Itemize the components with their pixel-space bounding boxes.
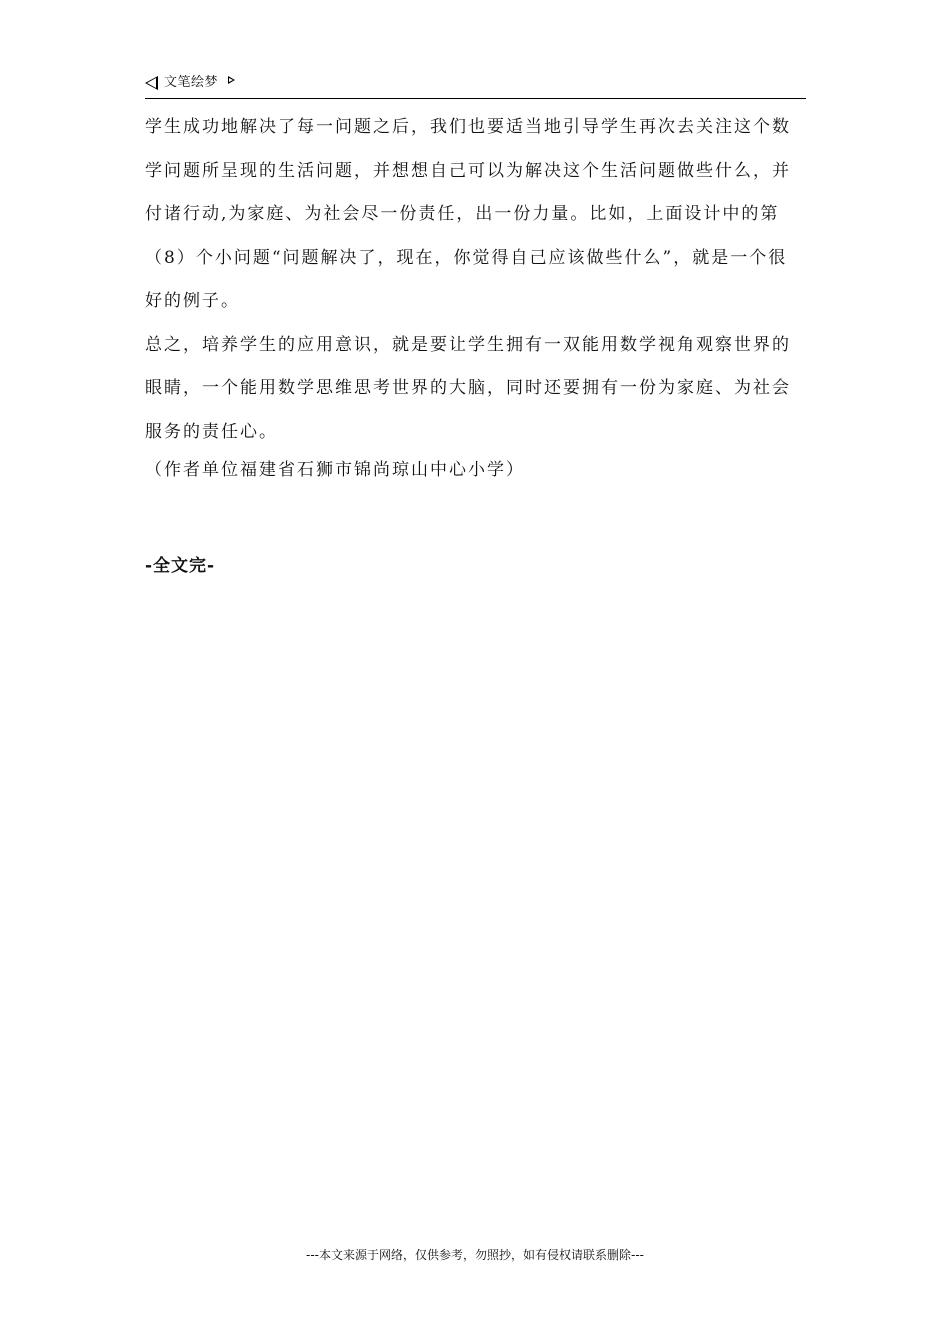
text-line: 学问题所呈现的生活问题，并想想自己可以为解决这个生活问题做些什么，并	[145, 160, 791, 181]
text-line: 总之，培养学生的应用意识，就是要让学生拥有一双能用数学视角观察世界的	[145, 334, 791, 355]
triangle-left-icon	[145, 76, 158, 90]
article-body	[145, 112, 807, 498]
end-of-article-mark: -全文完-	[145, 556, 216, 576]
text-line: 眼睛，一个能用数学思维思考世界的大脑，同时还要拥有一份为家庭、为社会	[145, 378, 791, 398]
page-header	[145, 74, 806, 99]
text-line: （作者单位福建省石狮市锦尚琼山中心小学）	[145, 459, 525, 480]
text-line: 服务的责任心。	[145, 421, 278, 442]
triangle-right-icon	[228, 76, 235, 84]
header-brand: 文笔绘梦	[164, 75, 219, 90]
paragraph-2	[145, 330, 807, 455]
text-line: 学生成功地解决了每一问题之后，我们也要适当地引导学生再次去关注这个数	[145, 117, 791, 137]
text-line: 付诸行动,为家庭、为社会尽一份责任，出一份力量。比如，上面设计中的第	[145, 204, 780, 224]
text-line: 好的例子。	[145, 291, 240, 311]
text-line: （8）个小问题“问题解决了，现在，你觉得自己应该做些什么”，就是一个很	[145, 247, 788, 268]
paragraph-1	[145, 112, 807, 330]
page-footer: ---本文来源于网络，仅供参考，勿照抄，如有侵权请联系删除---	[306, 1248, 644, 1262]
author-affiliation	[145, 455, 807, 499]
